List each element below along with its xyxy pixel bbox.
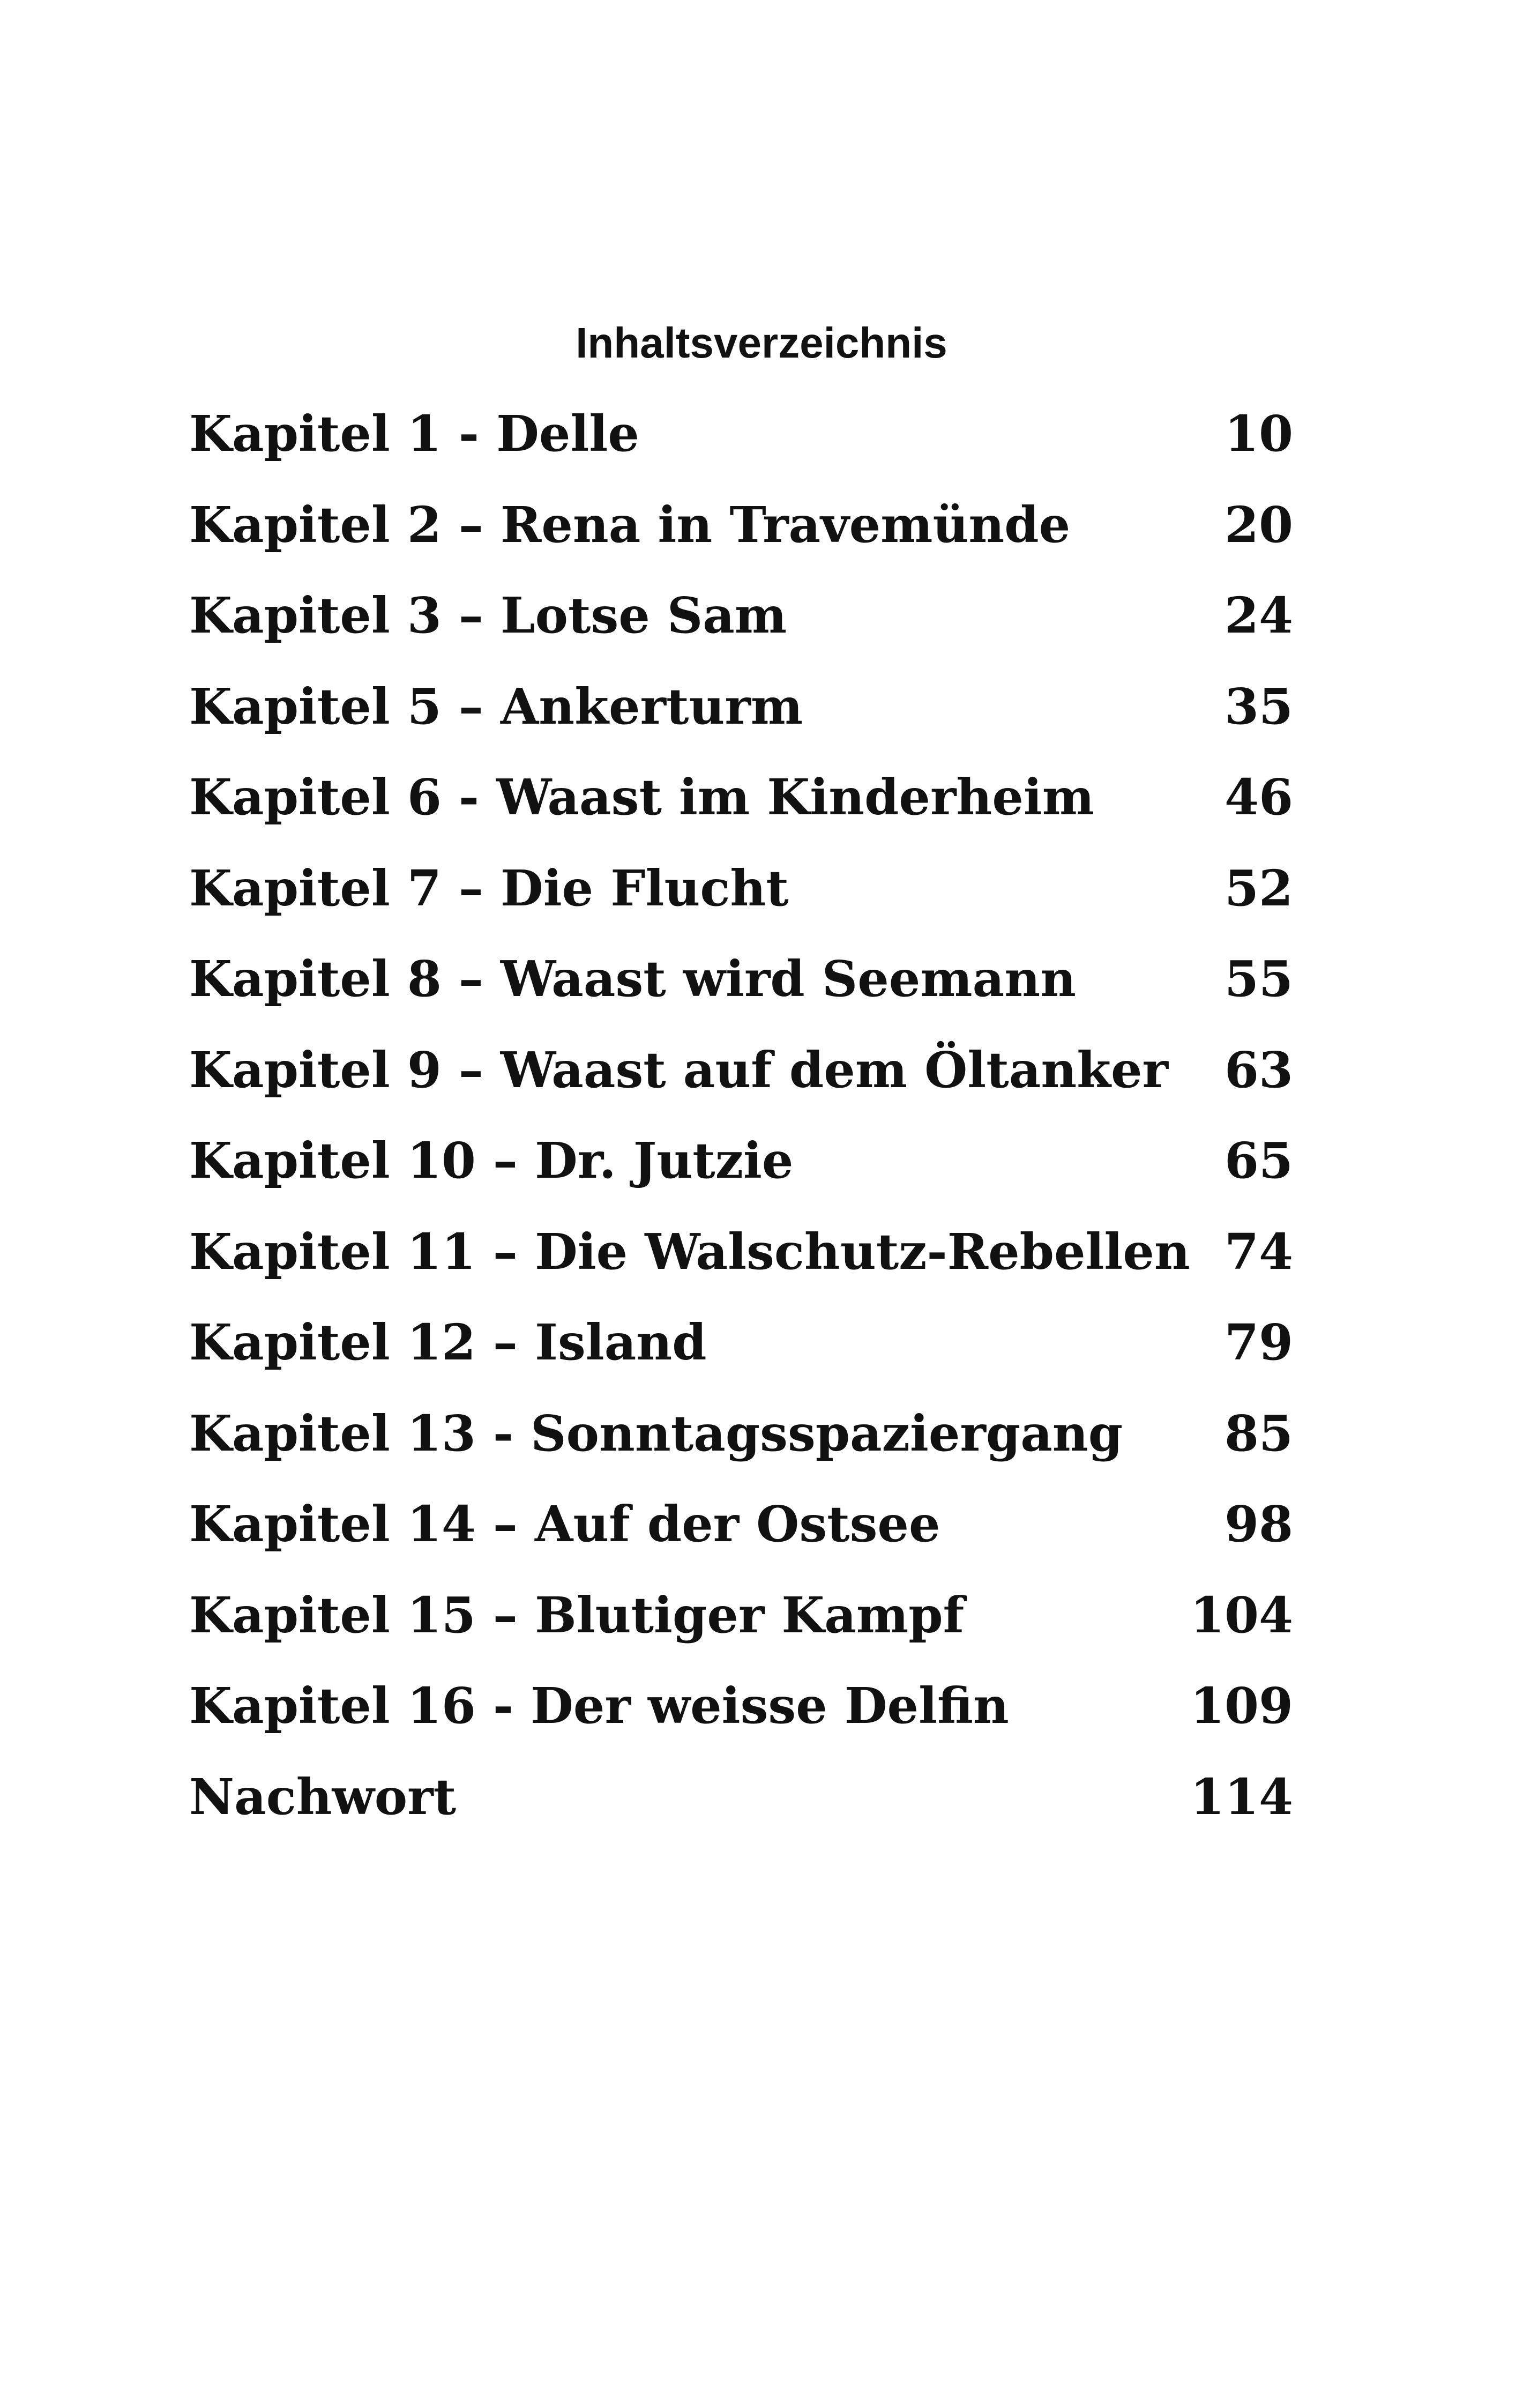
toc-entry-page-number: 20 xyxy=(1224,495,1293,554)
toc-entry-label: Kapitel 9 – Waast auf dem Öltanker xyxy=(189,1041,1168,1099)
toc-entry-page-number: 79 xyxy=(1224,1313,1293,1371)
toc-entry xyxy=(189,944,1293,1035)
toc-entry-label: Kapitel 6 - Waast im Kinderheim xyxy=(189,768,1095,826)
toc-entry xyxy=(189,1489,1293,1580)
toc-entry-label: Nachwort xyxy=(189,1767,457,1826)
toc-entry-label: Kapitel 1 - Delle xyxy=(189,405,639,463)
toc-entry-label: Kapitel 8 – Waast wird Seemann xyxy=(189,950,1077,1008)
toc-entry-page-number: 52 xyxy=(1224,859,1293,917)
toc-entry-page-number: 114 xyxy=(1190,1767,1293,1826)
toc-entry xyxy=(189,672,1293,763)
toc-entry xyxy=(189,1035,1293,1126)
toc-entry-page-number: 104 xyxy=(1190,1586,1293,1644)
toc-entry xyxy=(189,490,1293,581)
toc-entry-label: Kapitel 2 – Rena in Travemünde xyxy=(189,495,1071,554)
toc-entry-label: Kapitel 15 – Blutiger Kampf xyxy=(189,1586,965,1644)
toc-entry xyxy=(189,1217,1293,1308)
toc-entry-label: Kapitel 16 - Der weisse Delfin xyxy=(189,1677,1009,1735)
toc-entry-label: Kapitel 12 – Island xyxy=(189,1313,707,1371)
table-of-contents xyxy=(189,399,1293,1853)
toc-entry xyxy=(189,1307,1293,1399)
toc-entry-page-number: 10 xyxy=(1224,405,1293,463)
toc-entry-page-number: 109 xyxy=(1190,1677,1293,1735)
toc-entry xyxy=(189,399,1293,490)
toc-entry-page-number: 65 xyxy=(1224,1132,1293,1190)
toc-entry-label: Kapitel 13 - Sonntagsspaziergang xyxy=(189,1404,1123,1462)
toc-entry-page-number: 46 xyxy=(1224,768,1293,826)
toc-entry xyxy=(189,762,1293,853)
toc-entry xyxy=(189,1580,1293,1671)
toc-entry xyxy=(189,1399,1293,1490)
toc-entry xyxy=(189,581,1293,672)
toc-entry-label: Kapitel 7 – Die Flucht xyxy=(189,859,789,917)
toc-entry xyxy=(189,1671,1293,1762)
toc-entry xyxy=(189,1126,1293,1217)
toc-entry-label: Kapitel 14 – Auf der Ostsee xyxy=(189,1495,940,1553)
toc-entry-page-number: 63 xyxy=(1224,1041,1293,1099)
toc-entry-page-number: 55 xyxy=(1224,950,1293,1008)
toc-entry-label: Kapitel 5 – Ankerturm xyxy=(189,677,803,735)
toc-entry xyxy=(189,853,1293,945)
toc-entry-label: Kapitel 10 – Dr. Jutzie xyxy=(189,1132,794,1190)
toc-entry-label: Kapitel 3 – Lotse Sam xyxy=(189,586,787,644)
toc-heading: Inhaltsverzeichnis xyxy=(576,319,947,367)
toc-entry xyxy=(189,1762,1293,1853)
toc-entry-page-number: 35 xyxy=(1224,677,1293,735)
toc-entry-page-number: 74 xyxy=(1224,1222,1293,1281)
toc-entry-page-number: 98 xyxy=(1224,1495,1293,1553)
toc-entry-label: Kapitel 11 – Die Walschutz-Rebellen xyxy=(189,1222,1190,1281)
toc-entry-page-number: 24 xyxy=(1224,586,1293,644)
toc-entry-page-number: 85 xyxy=(1224,1404,1293,1462)
